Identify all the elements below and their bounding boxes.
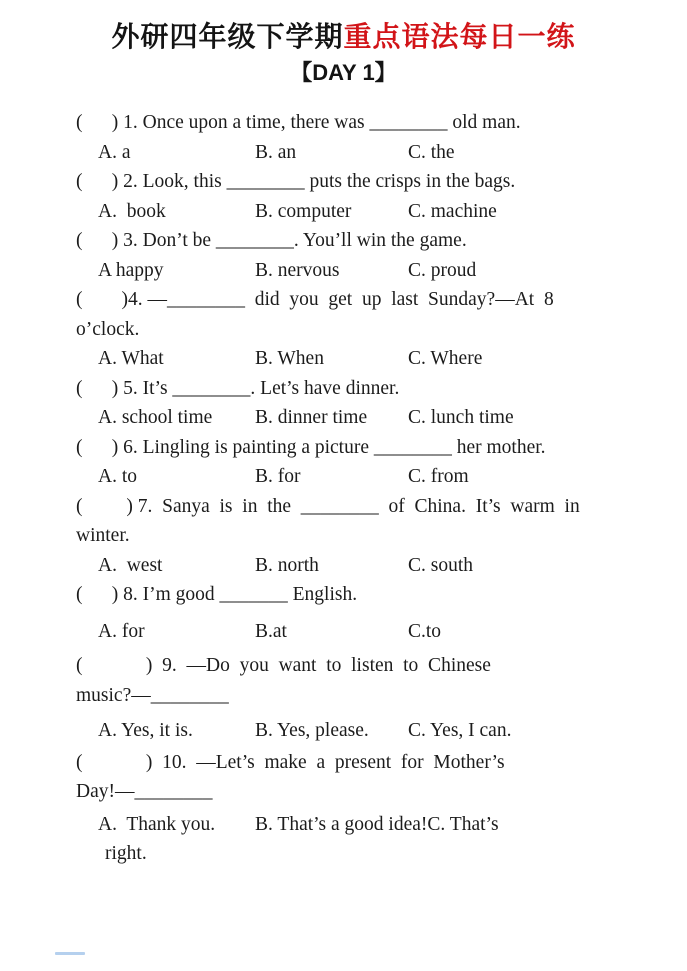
question-5 bbox=[76, 374, 663, 433]
option-c: C. machine bbox=[408, 200, 497, 222]
option-b: B. computer bbox=[255, 200, 352, 222]
question-text: ( ) 6. Lingling is painting a picture ________ her mother. bbox=[76, 436, 546, 458]
options-row bbox=[76, 551, 663, 581]
option-c-continued: right. bbox=[105, 843, 147, 864]
question-4 bbox=[76, 285, 663, 374]
question-1 bbox=[76, 108, 663, 167]
option-a: A. school time bbox=[98, 407, 213, 428]
title-red-text: 重点语法每日一练 bbox=[343, 21, 576, 52]
option-a: A. What bbox=[98, 348, 164, 369]
option-c: C. Yes, I can. bbox=[408, 720, 512, 741]
title-black-text: 外研四年级下学期 bbox=[111, 21, 344, 52]
options-row bbox=[76, 344, 663, 374]
worksheet-title bbox=[10, 20, 677, 54]
option-b: B. nervous bbox=[255, 259, 340, 281]
option-c: C. from bbox=[408, 466, 469, 487]
question-text-continued: Day!—________ bbox=[76, 781, 213, 802]
options-row bbox=[76, 462, 663, 492]
option-b: B. When bbox=[255, 348, 324, 369]
question-text: ( ) 5. It’s ________. Let’s have dinner. bbox=[76, 377, 400, 399]
question-text: ( ) 3. Don’t be ________. You’ll win the game. bbox=[76, 230, 467, 251]
option-a: A. book bbox=[98, 200, 166, 222]
question-text: ( ) 10. —Let’s make a present for Mother’s bbox=[76, 751, 505, 773]
option-a: A happy bbox=[98, 259, 164, 281]
option-b: B. Yes, please. bbox=[255, 720, 369, 741]
option-c: C. the bbox=[408, 141, 455, 163]
option-a: A. a bbox=[98, 141, 131, 163]
question-7 bbox=[76, 492, 663, 581]
question-3 bbox=[76, 226, 663, 285]
options-row bbox=[76, 617, 663, 647]
question-text: ( ) 2. Look, this ________ puts the crisps in the bags. bbox=[76, 171, 516, 192]
question-6 bbox=[76, 433, 663, 492]
question-list bbox=[76, 108, 663, 869]
bottom-blue-mark bbox=[55, 952, 85, 955]
options-row bbox=[76, 138, 663, 168]
question-text-continued: o’clock. bbox=[76, 318, 140, 340]
option-a: A. for bbox=[98, 620, 145, 642]
option-b: B. for bbox=[255, 466, 301, 487]
option-c: C.to bbox=[408, 620, 442, 642]
question-10 bbox=[76, 748, 663, 869]
options-row bbox=[76, 810, 663, 840]
option-a: A. Thank you. bbox=[98, 813, 216, 835]
question-2 bbox=[76, 167, 663, 226]
option-b: B. north bbox=[255, 554, 319, 576]
option-b: B. an bbox=[255, 141, 297, 163]
option-c: C. lunch time bbox=[408, 407, 514, 428]
option-b: B.at bbox=[255, 620, 287, 642]
options-row bbox=[76, 716, 663, 746]
question-text: ( )4. —________ did you get up last Sunday?—At 8 bbox=[76, 289, 554, 310]
options-row bbox=[76, 403, 663, 433]
option-a: A. to bbox=[98, 466, 137, 487]
options-row bbox=[76, 197, 663, 227]
worksheet-day-subtitle: 【DAY 1】 bbox=[290, 60, 397, 85]
option-a: A. Yes, it is. bbox=[98, 720, 193, 741]
question-text: ( ) 1. Once upon a time, there was ________ old man. bbox=[76, 112, 521, 133]
question-8 bbox=[76, 580, 663, 646]
option-c: C. That’s bbox=[427, 813, 499, 835]
question-text-continued: music?—________ bbox=[76, 684, 229, 706]
question-text: ( ) 7. Sanya is in the ________ of China. It’s warm in bbox=[76, 495, 580, 517]
question-text: ( ) 8. I’m good _______ English. bbox=[76, 584, 358, 605]
option-b: B. That’s a good idea! bbox=[255, 813, 428, 835]
option-c: C. Where bbox=[408, 348, 483, 369]
options-row bbox=[76, 256, 663, 286]
option-c: C. south bbox=[408, 554, 474, 576]
option-c: C. proud bbox=[408, 259, 477, 281]
option-b: B. dinner time bbox=[255, 407, 368, 428]
question-text-continued: winter. bbox=[76, 525, 130, 546]
question-9 bbox=[76, 651, 663, 746]
question-text: ( ) 9. —Do you want to listen to Chinese bbox=[76, 655, 491, 676]
option-a: A. west bbox=[98, 554, 163, 576]
